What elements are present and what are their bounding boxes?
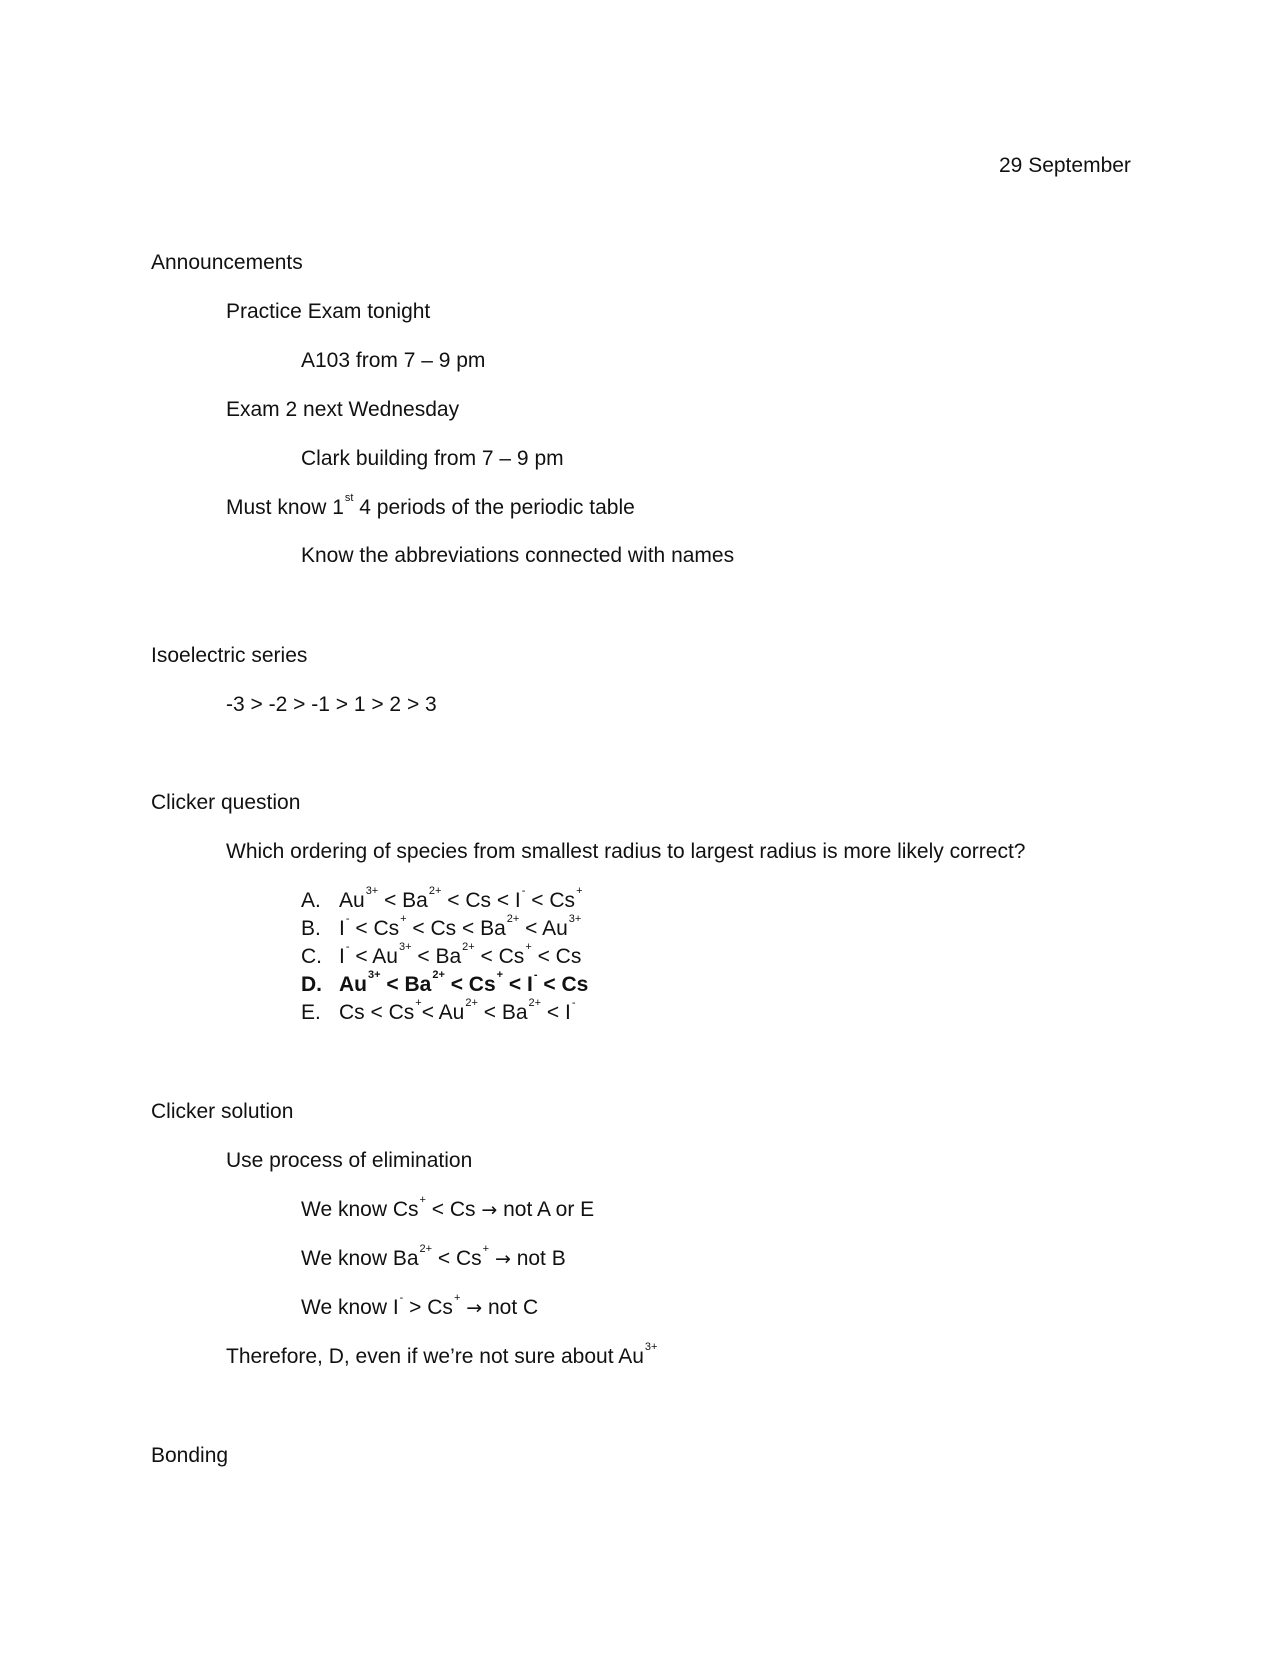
practice-exam-line: Practice Exam tonight xyxy=(226,300,431,323)
option-b xyxy=(301,913,582,940)
solution-step-2: We know $Ba^{2+} < Cs^+$ → not B xyxy=(301,1243,566,1270)
clicker-question-heading: Clicker question xyxy=(151,791,301,814)
solution-method: Use process of elimination xyxy=(226,1149,473,1172)
exam2-detail: Clark building from 7 – 9 pm xyxy=(301,447,564,470)
option-letter: B. xyxy=(301,917,321,940)
option-letter: E. xyxy=(301,1001,321,1024)
must-know-line xyxy=(226,492,635,519)
must-know-detail: Know the abbreviations connected with names xyxy=(301,544,735,567)
solution-step-1: We know Cs+ < Cs → not A or E xyxy=(301,1194,595,1221)
option-e xyxy=(301,997,576,1024)
exam2-line: Exam 2 next Wednesday xyxy=(226,398,460,421)
option-text: $Au^{3+} < Ba^{2+} < Cs^+ < I^- < Cs$ xyxy=(339,969,589,996)
isoelectric-heading: Isoelectric series xyxy=(151,644,308,667)
option-d xyxy=(301,969,589,996)
must-know-sup: st xyxy=(344,492,354,504)
option-text: $Cs < Cs^+< Au^{2+} < Ba^{2+} < I^-$ xyxy=(339,997,576,1024)
option-letter: D. xyxy=(301,973,322,996)
option-text: $Au^{3+} < Ba^{2+} < Cs < I^- < Cs^+$ xyxy=(339,885,583,912)
option-text: $I^- < Cs^+ < Cs < Ba^{2+} < Au^{3+}$ xyxy=(339,913,582,940)
must-know-post: 4 periods of the periodic table xyxy=(353,496,635,519)
solution-conclusion: Therefore, D, even if we’re not sure about $Au^{3+}$ xyxy=(226,1341,658,1368)
option-c xyxy=(301,941,582,968)
option-letter: C. xyxy=(301,945,322,968)
announcements-heading: Announcements xyxy=(151,251,303,274)
solution-step-3: We know I- > Cs+ → not C xyxy=(301,1292,539,1319)
date: 29 September xyxy=(999,154,1131,177)
bonding-heading: Bonding xyxy=(151,1444,229,1467)
isoelectric-series: -3 > -2 > -1 > 1 > 2 > 3 xyxy=(226,693,437,716)
option-text: $I^- < Au^{3+} < Ba^{2+} < Cs^+ < Cs$ xyxy=(339,941,582,968)
option-letter: A. xyxy=(301,889,321,912)
clicker-solution-heading: Clicker solution xyxy=(151,1100,294,1123)
must-know-pre: Must know 1 xyxy=(226,496,344,519)
practice-exam-detail: A103 from 7 – 9 pm xyxy=(301,349,486,372)
option-a xyxy=(301,885,583,912)
clicker-question-text: Which ordering of species from smallest radius to largest radius is more likely correct? xyxy=(226,840,1026,863)
